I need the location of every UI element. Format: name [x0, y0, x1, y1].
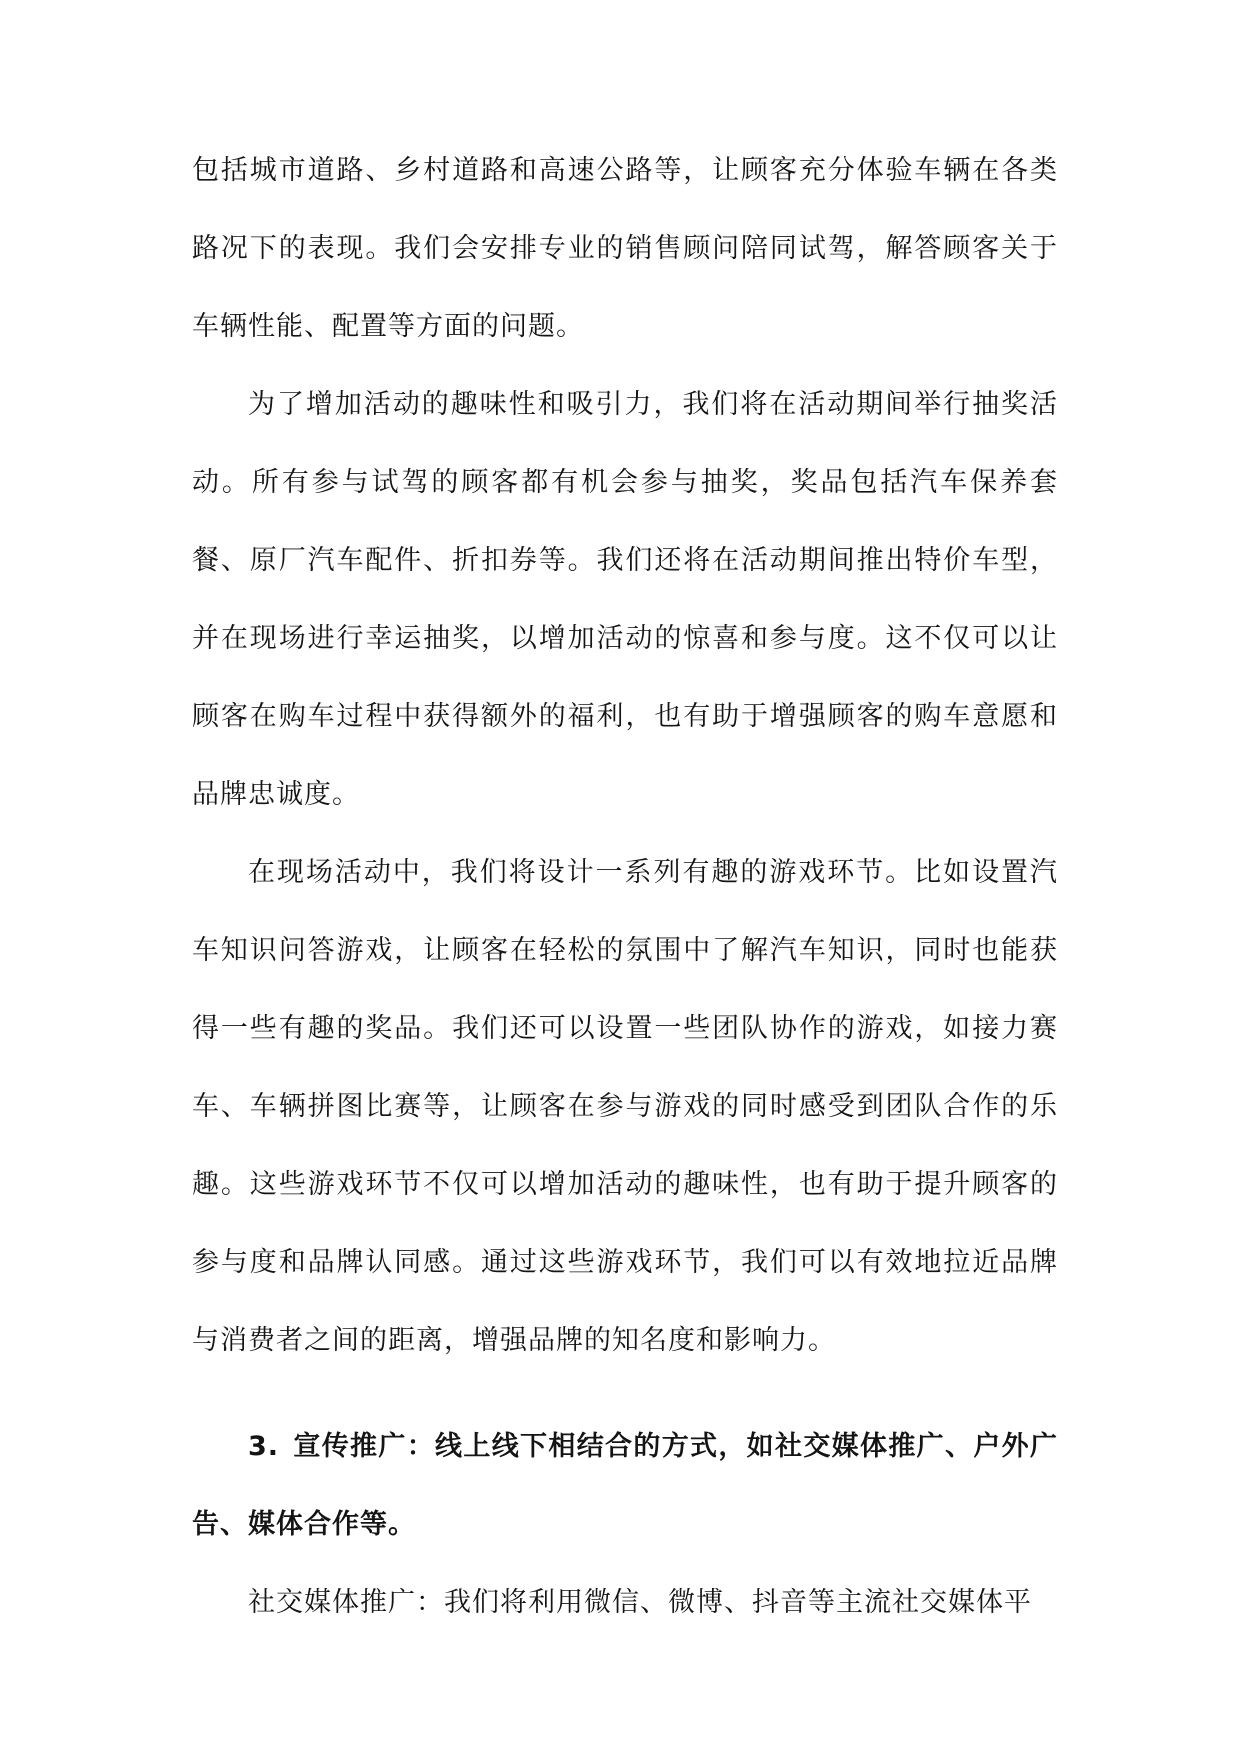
- body-paragraph: 为了增加活动的趣味性和吸引力，我们将在活动期间举行抽奖活动。所有参与试驾的顾客都有机会参与抽奖，奖品包括汽车保养套餐、原厂汽车配件、折扣券等。我们还将在活动期间推出特价车型，并在现场进行幸运抽奖，以增加活动的惊喜和参与度。这不仅可以让顾客在购车过程中获得额外的福利，也有助于增强顾客的购车意愿和品牌忠诚度。: [192, 389, 1058, 810]
- body-paragraph: 社交媒体推广：我们将利用微信、微博、抖音等主流社交媒体平: [248, 1587, 1032, 1618]
- section-heading-text: 宣传推广：线上线下相结合的方式，如社交媒体推广、户外广告、媒体合作等。: [192, 1431, 1058, 1540]
- section-heading: [192, 1408, 1058, 1564]
- section-number: 3.: [248, 1431, 280, 1462]
- body-paragraph: 包括城市道路、乡村道路和高速公路等，让顾客充分体验车辆在各类路况下的表现。我们会安排专业的销售顾问陪同试驾，解答顾客关于车辆性能、配置等方面的问题。: [192, 155, 1058, 342]
- document-page: [192, 132, 1058, 1642]
- body-paragraph: 在现场活动中，我们将设计一系列有趣的游戏环节。比如设置汽车知识问答游戏，让顾客在轻松的氛围中了解汽车知识，同时也能获得一些有趣的奖品。我们还可以设置一些团队协作的游戏，如接力赛车、车辆拼图比赛等，让顾客在参与游戏的同时感受到团队合作的乐趣。这些游戏环节不仅可以增加活动的趣味性，也有助于提升顾客的参与度和品牌认同感。通过这些游戏环节，我们可以有效地拉近品牌与消费者之间的距离，增强品牌的知名度和影响力。: [192, 857, 1058, 1356]
